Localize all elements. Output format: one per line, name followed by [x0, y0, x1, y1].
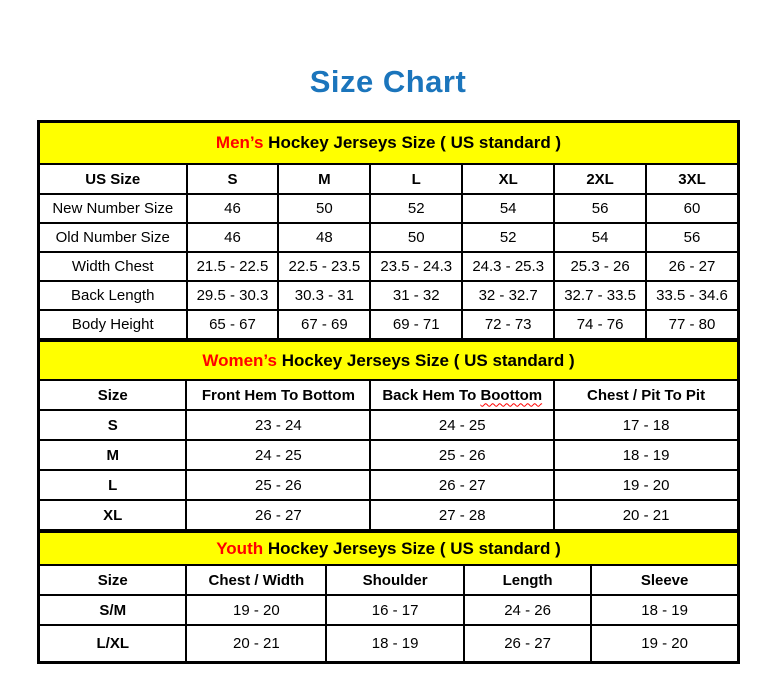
- table-cell: 69 - 71: [370, 310, 462, 339]
- table-cell: 20 - 21: [186, 625, 326, 662]
- table-cell: 54: [462, 194, 554, 223]
- womens-row-s: [39, 410, 738, 440]
- table-cell: 18 - 19: [554, 440, 738, 470]
- mens-column-header-2: M: [278, 164, 370, 194]
- mens-row-old-number-size: [39, 223, 738, 252]
- table-cell: 60: [646, 194, 738, 223]
- row-label: S/M: [39, 595, 186, 625]
- table-cell: 24 - 25: [370, 410, 554, 440]
- table-cell: 25 - 26: [370, 440, 554, 470]
- table-cell: 20 - 21: [554, 500, 738, 530]
- youth-section-title: [39, 532, 738, 565]
- table-cell: 22.5 - 23.5: [278, 252, 370, 281]
- misspelled-word-squiggle: Boottom: [480, 386, 543, 404]
- table-cell: 21.5 - 22.5: [187, 252, 279, 281]
- table-cell: 25 - 26: [186, 470, 370, 500]
- table-cell: 56: [554, 194, 646, 223]
- youth-header-row: [39, 565, 738, 595]
- table-cell: 24 - 26: [464, 595, 591, 625]
- header-text: Back Hem To: [382, 386, 481, 404]
- mens-column-header-4: XL: [462, 164, 554, 194]
- table-cell: 52: [370, 194, 462, 223]
- youth-section-band: [39, 532, 738, 565]
- table-cell: 33.5 - 34.6: [646, 281, 738, 310]
- mens-column-header-6: 3XL: [646, 164, 738, 194]
- table-cell: 77 - 80: [646, 310, 738, 339]
- womens-column-header-3: Chest / Pit To Pit: [554, 380, 738, 410]
- table-cell: 46: [187, 223, 279, 252]
- size-chart: [37, 120, 740, 664]
- table-cell: 19 - 20: [186, 595, 326, 625]
- table-cell: 25.3 - 26: [554, 252, 646, 281]
- mens-column-header-3: L: [370, 164, 462, 194]
- mens-section-rest: Hockey Jerseys Size ( US standard ): [263, 133, 562, 152]
- youth-size-table: [38, 531, 739, 663]
- womens-row-l: [39, 470, 738, 500]
- row-label: Body Height: [39, 310, 187, 339]
- mens-section-highlight: Men’s: [215, 133, 264, 152]
- table-cell: 65 - 67: [187, 310, 279, 339]
- womens-row-xl: [39, 500, 738, 530]
- table-cell: 19 - 20: [554, 470, 738, 500]
- mens-row-new-number-size: [39, 194, 738, 223]
- row-label: M: [39, 440, 186, 470]
- mens-row-body-height: [39, 310, 738, 339]
- table-cell: 23.5 - 24.3: [370, 252, 462, 281]
- table-cell: 50: [370, 223, 462, 252]
- mens-row-width-chest: [39, 252, 738, 281]
- table-cell: 46: [187, 194, 279, 223]
- table-cell: 26 - 27: [370, 470, 554, 500]
- table-cell: 32.7 - 33.5: [554, 281, 646, 310]
- womens-header-row: [39, 380, 738, 410]
- row-label: L/XL: [39, 625, 186, 662]
- womens-size-table: [38, 340, 739, 531]
- youth-column-header-1: Chest / Width: [186, 565, 326, 595]
- womens-section-band: [39, 341, 738, 380]
- table-cell: 17 - 18: [554, 410, 738, 440]
- row-label: Old Number Size: [39, 223, 187, 252]
- table-cell: 24 - 25: [186, 440, 370, 470]
- youth-section-highlight: Youth: [216, 538, 264, 558]
- youth-section-rest: Hockey Jerseys Size ( US standard ): [263, 538, 561, 558]
- table-cell: 26 - 27: [464, 625, 591, 662]
- table-cell: 23 - 24: [186, 410, 370, 440]
- row-label: New Number Size: [39, 194, 187, 223]
- table-cell: 29.5 - 30.3: [187, 281, 279, 310]
- table-cell: 54: [554, 223, 646, 252]
- table-cell: 24.3 - 25.3: [462, 252, 554, 281]
- row-label: Width Chest: [39, 252, 187, 281]
- mens-column-header-1: S: [187, 164, 279, 194]
- youth-column-header-3: Length: [464, 565, 591, 595]
- table-cell: 56: [646, 223, 738, 252]
- womens-column-header-1: Front Hem To Bottom: [186, 380, 370, 410]
- table-cell: 32 - 32.7: [462, 281, 554, 310]
- table-cell: 16 - 17: [326, 595, 464, 625]
- table-cell: 74 - 76: [554, 310, 646, 339]
- mens-column-header-0: US Size: [39, 164, 187, 194]
- table-cell: 18 - 19: [326, 625, 464, 662]
- page-title: Size Chart: [309, 64, 467, 99]
- youth-column-header-0: Size: [39, 565, 186, 595]
- youth-column-header-2: Shoulder: [326, 565, 464, 595]
- table-cell: 50: [278, 194, 370, 223]
- mens-section-title: [39, 122, 738, 164]
- mens-header-row: [39, 164, 738, 194]
- womens-section-title: [39, 341, 738, 380]
- womens-section-rest: Hockey Jerseys Size ( US standard ): [276, 350, 575, 370]
- row-label: XL: [39, 500, 186, 530]
- womens-section-highlight: Women’s: [202, 350, 277, 370]
- table-cell: 19 - 20: [591, 625, 738, 662]
- table-cell: 72 - 73: [462, 310, 554, 339]
- youth-row-l-xl: [39, 625, 738, 662]
- table-cell: 18 - 19: [591, 595, 738, 625]
- mens-size-table: [38, 121, 739, 340]
- table-cell: 26 - 27: [646, 252, 738, 281]
- row-label: S: [39, 410, 186, 440]
- row-label: Back Length: [39, 281, 187, 310]
- table-cell: 48: [278, 223, 370, 252]
- table-cell: 31 - 32: [370, 281, 462, 310]
- mens-section-band: [39, 122, 738, 164]
- table-cell: 27 - 28: [370, 500, 554, 530]
- womens-column-header-2: [370, 380, 554, 410]
- youth-row-s-m: [39, 595, 738, 625]
- table-cell: 67 - 69: [278, 310, 370, 339]
- mens-row-back-length: [39, 281, 738, 310]
- table-cell: 30.3 - 31: [278, 281, 370, 310]
- youth-column-header-4: Sleeve: [591, 565, 738, 595]
- mens-column-header-5: 2XL: [554, 164, 646, 194]
- row-label: L: [39, 470, 186, 500]
- table-cell: 26 - 27: [186, 500, 370, 530]
- womens-column-header-0: Size: [39, 380, 186, 410]
- table-cell: 52: [462, 223, 554, 252]
- womens-row-m: [39, 440, 738, 470]
